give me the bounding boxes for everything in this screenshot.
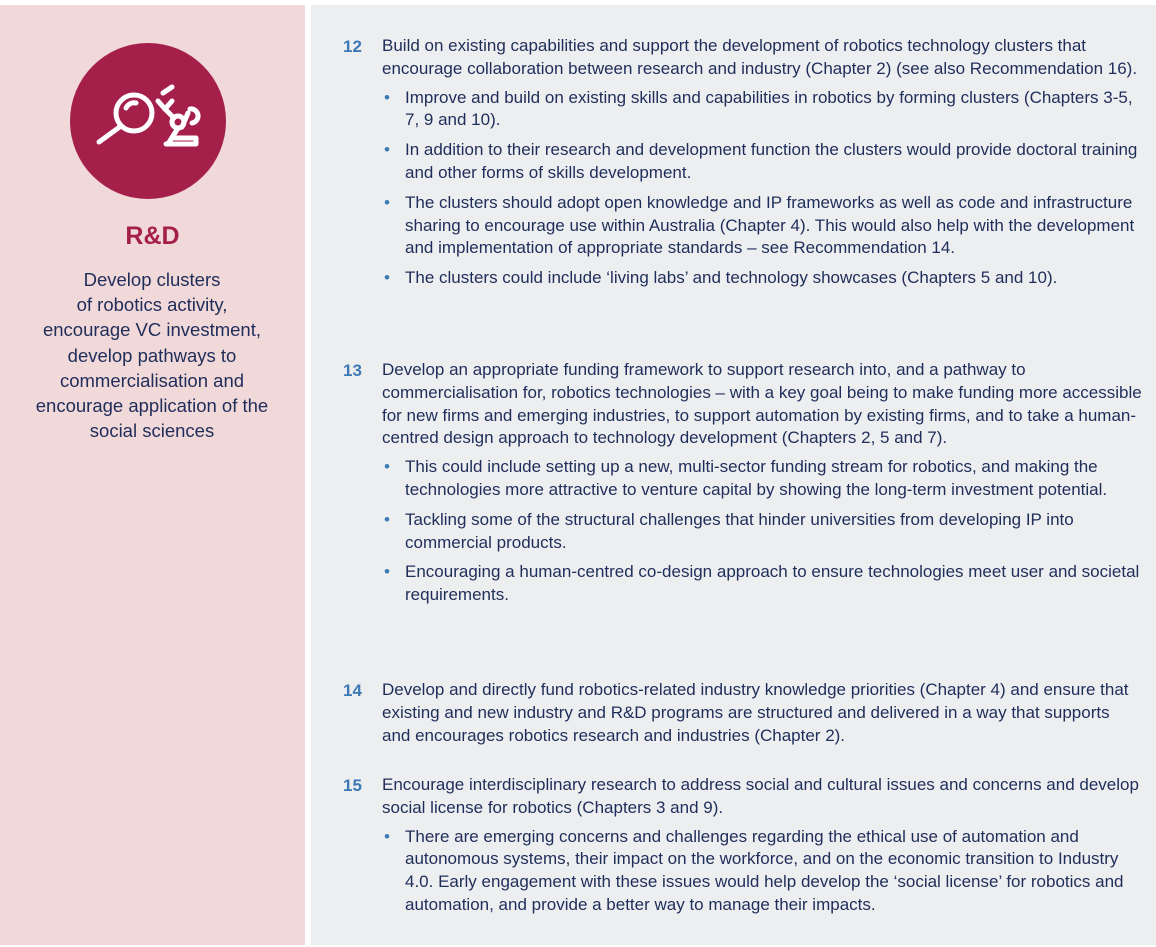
summary-line: of robotics activity,	[76, 294, 228, 316]
bullet-item: • Tackling some of the structural challenges that hinder universities from developing IP into commercial products.	[405, 509, 1145, 555]
recommendation-number: 15	[343, 776, 362, 795]
recommendation-bullets	[311, 87, 1156, 290]
bullet-item: • In addition to their research and development function the clusters would provide doctoral training and other forms of skills development.	[405, 139, 1145, 185]
recommendations-panel	[311, 5, 1156, 945]
bullet-item: • The clusters should adopt open knowledge and IP frameworks as well as code and infrastructure sharing to encourage use within Australia (Chapter 4). This would also help with the development and implementation of appropriate standards – see Recommendation 14.	[405, 192, 1145, 260]
recommendation-14	[311, 679, 1156, 747]
bullet-item: • There are emerging concerns and challenges regarding the ethical use of automation and autonomous systems, their impact on the workforce, and on the economic transition to Industry 4.0. Early engagement with these issues would help develop the ‘social license’ for robotics and automation, and provide a better way to manage their impacts.	[405, 826, 1145, 917]
category-title: R&D	[125, 222, 180, 250]
summary-line: Develop clusters	[83, 269, 221, 290]
sidebar-panel	[0, 5, 305, 945]
recommendation-15	[311, 774, 1156, 924]
summary-line: commercialisation and	[59, 369, 245, 391]
recommendation-number: 14	[343, 681, 362, 700]
recommendation-bullets	[311, 826, 1156, 917]
recommendation-number: 12	[343, 37, 362, 56]
summary-line: encourage application of the	[35, 395, 269, 417]
recommendation-bullets	[311, 456, 1156, 607]
summary-line: encourage VC investment,	[42, 319, 261, 341]
bullet-item: • The clusters could include ‘living labs’ and technology showcases (Chapters 5 and 10).	[405, 267, 1145, 290]
bullet-item: • This could include setting up a new, multi-sector funding stream for robotics, and making the technologies more attractive to venture capital by showing the long-term investment potential.	[405, 456, 1145, 502]
summary-line: social sciences	[89, 420, 215, 442]
recommendation-number: 13	[343, 361, 362, 380]
recommendation-text: Develop an appropriate funding framework to support research into, and a pathway to commercialisation for, robotics technologies – with a key goal being to make funding more accessible for new firms and emerging industries, to support automation by existing firms, and to take a human-centred design approach to technology development (Chapters 2, 5 and 7).	[382, 360, 1142, 448]
summary-line: develop pathways to	[67, 344, 237, 366]
recommendation-13	[311, 359, 1156, 614]
bullet-item: • Encouraging a human-centred co-design approach to ensure technologies meet user and societal requirements.	[405, 561, 1145, 607]
magnifier-robot-arm-icon	[70, 43, 226, 199]
category-badge	[70, 43, 226, 199]
recommendation-12	[311, 35, 1156, 297]
recommendation-text: Encourage interdisciplinary research to address social and cultural issues and concerns and develop social license for robotics (Chapters 3 and 9).	[382, 775, 1139, 817]
category-summary	[14, 267, 290, 443]
bullet-item: • Improve and build on existing skills and capabilities in robotics by forming clusters (Chapters 3-5, 7, 9 and 10).	[405, 87, 1145, 133]
recommendation-text: Build on existing capabilities and support the development of robotics technology clusters that encourage collaboration between research and industry (Chapter 2) (see also Recommendation 16).	[382, 36, 1138, 78]
recommendation-text: Develop and directly fund robotics-related industry knowledge priorities (Chapter 4) and ensure that existing and new industry and R&D programs are structured and delivered in a way that supports and encourages robotics research and industries (Chapter 2).	[382, 680, 1129, 745]
